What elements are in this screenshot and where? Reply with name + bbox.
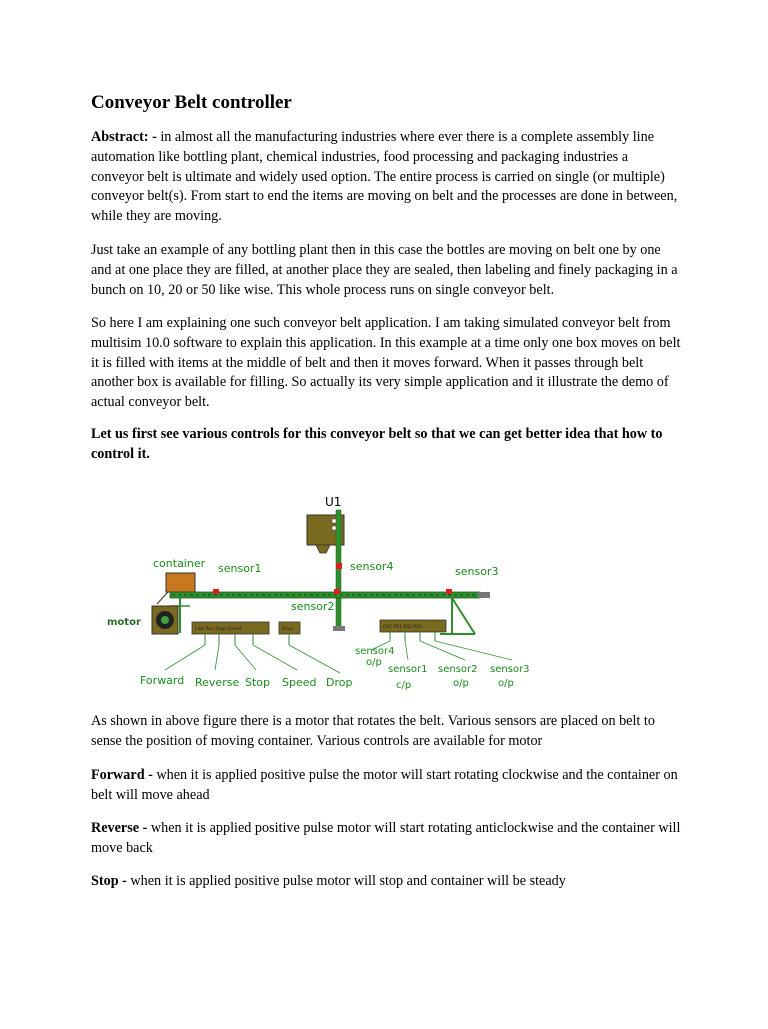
forward-text: when it is applied positive pulse the motor will start rotating clockwise and the container on belt will move ahead xyxy=(91,767,678,803)
page-title: Conveyor Belt controller xyxy=(91,92,292,113)
pole-base xyxy=(333,626,345,631)
motor-hub xyxy=(161,616,169,624)
forward-label: Forward - xyxy=(91,767,153,783)
sensor1-op-caption: sensor1 xyxy=(388,664,428,675)
motor-label: motor xyxy=(107,617,141,628)
motor-paragraph: As shown in above figure there is a motor that rotates the belt. Various sensors are placed on belt to sense the position of moving container. Various controls are available for motor xyxy=(91,713,655,749)
sensor1-label: sensor1 xyxy=(218,562,262,575)
sensor4-marker xyxy=(336,563,342,569)
motor-drive-link xyxy=(157,592,168,604)
drop-control-pin: Drop xyxy=(282,627,293,632)
application-paragraph: So here I am explaining one such conveyor belt application. I am taking simulated conveyor belt from multisim 10.0 software to explain this application. In this example at a time only one box moves on belt it is filled with items at the middle of belt and then it moves forward. When it passes through belt another box is available for filling. So actually its very simple application and it illustrate the demo of actual conveyor belt. xyxy=(91,315,681,411)
reverse-label: Reverse - xyxy=(91,820,148,836)
reverse-caption: Reverse xyxy=(195,676,240,689)
sensor4-label: sensor4 xyxy=(350,560,394,573)
motor-control-pins: Fwd Rev Stop Speed xyxy=(195,627,242,632)
u1-label: U1 xyxy=(325,495,342,509)
sensor2-op-caption: sensor2 xyxy=(438,664,478,675)
hopper-spout xyxy=(316,545,330,553)
sensor2-marker xyxy=(334,589,340,594)
container-label: container xyxy=(153,557,206,570)
stop-text: when it is applied positive pulse motor will stop and container will be steady xyxy=(126,873,566,889)
sensor3-op-caption: sensor3 xyxy=(490,664,530,675)
speed-caption: Speed xyxy=(282,676,317,689)
drop-caption: Drop xyxy=(326,676,353,689)
stop-label: Stop - xyxy=(91,873,127,889)
abstract-label: Abstract: - xyxy=(91,129,157,145)
sensor3-marker xyxy=(446,589,452,594)
sensor-output-pins: CNT PS1 PS2 PS3 xyxy=(383,625,422,630)
container-box xyxy=(166,573,195,592)
sensor2-label: sensor2 xyxy=(291,600,335,613)
sensor1-marker xyxy=(213,589,219,594)
sensor3-label: sensor3 xyxy=(455,565,499,578)
sensor1-op-caption-2: c/p xyxy=(396,680,412,691)
sensor3-op-caption-2: o/p xyxy=(498,678,514,689)
support-right-brace xyxy=(452,598,475,634)
sensor4-op-caption: sensor4 xyxy=(355,646,395,657)
controls-intro-bold: Let us first see various controls for this conveyor belt so that we can get better idea that how to control it. xyxy=(91,426,663,462)
forward-caption: Forward xyxy=(140,674,185,687)
bottling-paragraph: Just take an example of any bottling plant then in this case the bottles are moving on belt one by one and at one place they are filled, at another place they are sealed, then labeling and finely packaging in a bunch on 10, 20 or 50 like wise. This whole process runs on single conveyor belt. xyxy=(91,242,678,298)
reverse-text: when it is applied positive pulse motor will start rotating anticlockwise and the container will move back xyxy=(91,820,681,856)
stop-caption: Stop xyxy=(245,676,271,689)
sensor2-op-caption-2: o/p xyxy=(453,678,469,689)
abstract-text: in almost all the manufacturing industries where ever there is a complete assembly line automation like bottling plant, chemical industries, food processing and packaging industries a conveyor belt is ultimate and widely used option. The entire process is carried on single (or multiple) conveyor belt(s). From start to end the items are moving on belt and the processes are done in between, while they are moving. xyxy=(91,129,678,225)
belt-end xyxy=(478,592,490,598)
sensor4-op-caption-2: o/p xyxy=(366,657,382,668)
